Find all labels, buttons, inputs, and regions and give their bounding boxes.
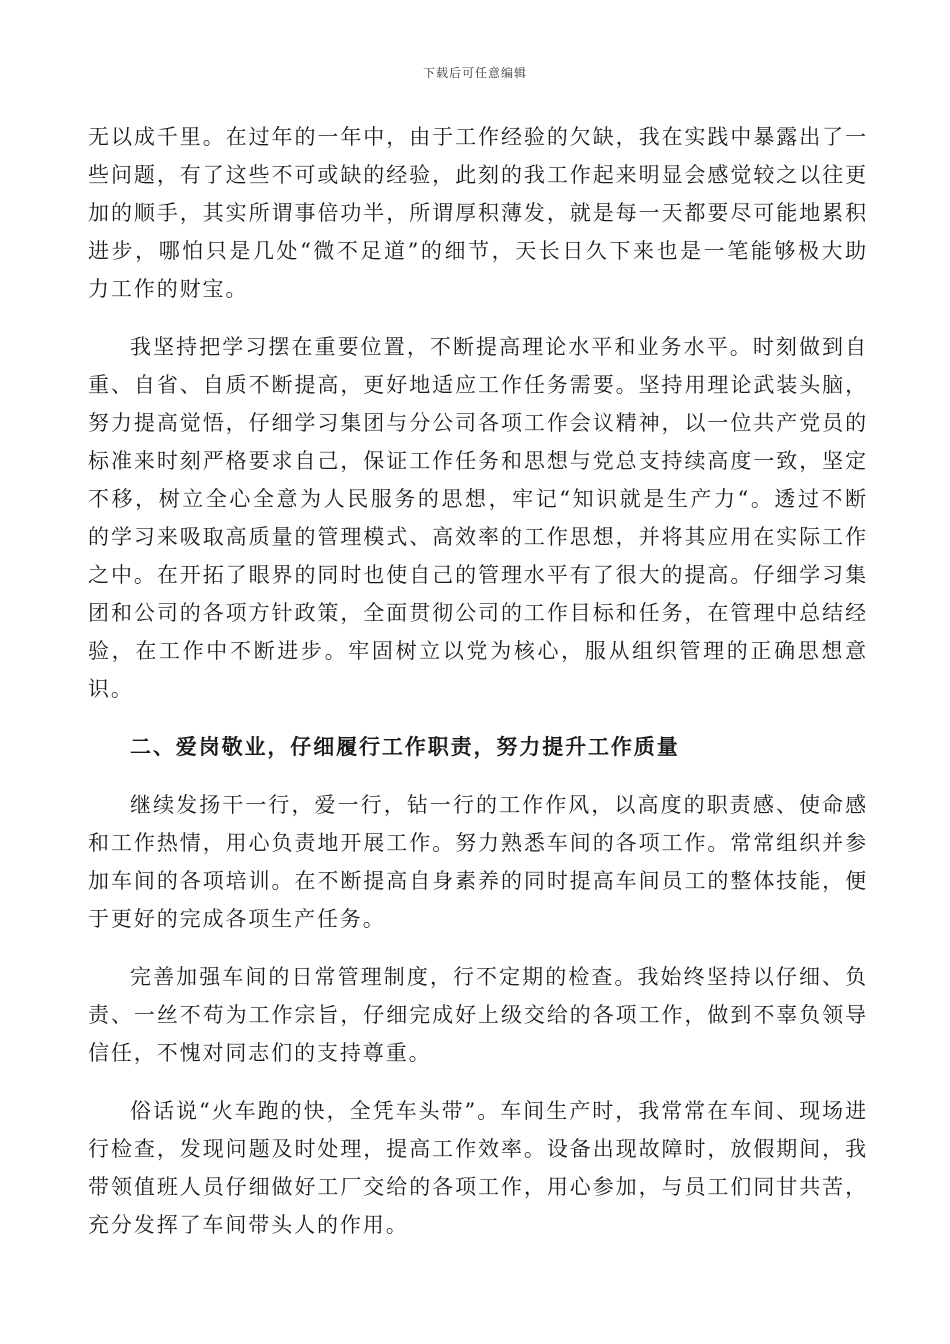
- page-header: 下载后可任意编辑: [422, 66, 527, 80]
- section-heading: 二、爱岗敬业，仔细履行工作职责，努力提升工作质量: [130, 734, 680, 759]
- document-body: [88, 118, 868, 1244]
- paragraph-leadership: 俗话说“火车跑的快，全凭车头带”。车间生产时，我常常在车间、现场进行检查，发现问题及时处理，提高工作效率。设备出现故障时，放假期间，我带领值班人员仔细做好工厂交给的各项工作，用心参加，与员工们同甘共苦，充分发挥了车间带头人的作用。: [88, 1099, 868, 1237]
- paragraph-management: 完善加强车间的日常管理制度，行不定期的检查。我始终坚持以仔细、负责、一丝不苟为工作宗旨，仔细完成好上级交给的各项工作，做到不辜负领导信任，不愧对同志们的支持尊重。: [88, 965, 868, 1065]
- paragraph-continuation: 无以成千里。在过年的一年中，由于工作经验的欠缺，我在实践中暴露出了一些问题，有了这些不可或缺的经验，此刻的我工作起来明显会感觉较之以往更加的顺手，其实所谓事倍功半，所谓厚积薄发，就是每一天都要尽可能地累积进步，哪怕只是几处“微不足道”的细节，天长日久下来也是一笔能够极大助力工作的财宝。: [88, 125, 868, 301]
- paragraph-work-style: 继续发扬干一行，爱一行，钻一行的工作作风，以高度的职责感、使命感和工作热情，用心负责地开展工作。努力熟悉车间的各项工作。常常组织并参加车间的各项培训。在不断提高自身素养的同时提高车间员工的整体技能，便于更好的完成各项生产任务。: [88, 793, 868, 931]
- paragraph-study: 我坚持把学习摆在重要位置，不断提高理论水平和业务水平。时刻做到自重、自省、自质不断提高，更好地适应工作任务需要。坚持用理论武装头脑，努力提高觉悟，仔细学习集团与分公司各项工作会议精神，以一位共产党员的标准来时刻严格要求自己，保证工作任务和思想与党总支持续高度一致，坚定不移，树立全心全意为人民服务的思想，牢记“知识就是生产力“。透过不断的学习来吸取高质量的管理模式、高效率的工作思想，并将其应用在实际工作之中。在开拓了眼界的同时也使自己的管理水平有了很大的提高。仔细学习集团和公司的各项方针政策，全面贯彻公司的工作目标和任务，在管理中总结经验，在工作中不断进步。牢固树立以党为核心，服从组织管理的正确思想意识。: [88, 335, 868, 701]
